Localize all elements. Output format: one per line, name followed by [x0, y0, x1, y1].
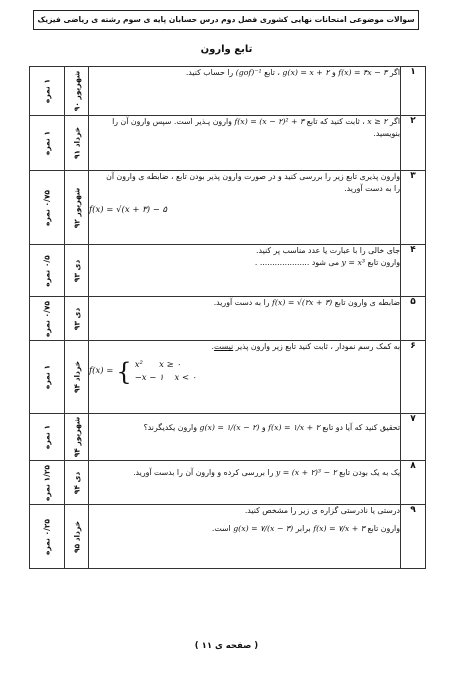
question-row	[30, 116, 426, 171]
question-body: وارون پذیری تابع زیر را بررسی کنید و در صورت وارون پذیر بودن تابع ، ضابطه ی وارون آن را به دست آورید. f(x) = √(x + ۳) − ۵	[89, 171, 401, 245]
score: ۱ نمره	[30, 116, 65, 171]
question-body: به کمک رسم نمودار ، ثابت کنید تابع زیر وارون پذیر نیست. f(x) = { x² x ≥ ۰ −x − ۱ x < ۰	[89, 341, 401, 414]
question-number: ۶	[401, 341, 426, 414]
question-row	[30, 245, 426, 297]
score: ۰/۵ نمره	[30, 245, 65, 297]
exam-date: شهریور ۹۰	[65, 67, 89, 116]
exam-date: دی ۹۴	[65, 461, 89, 505]
score: ۰/۲۵ نمره	[30, 505, 65, 569]
question-number: ۱	[401, 67, 426, 116]
exam-date: خرداد ۹۱	[65, 116, 89, 171]
question-row	[30, 414, 426, 461]
score: ۰/۷۵ نمره	[30, 297, 65, 341]
question-body: اگر x ≥ ۲ ، ثابت کنید که تابع f(x) = (x − ۲)² + ۳ وارون پـذیر است. سپس وارون آن را بنویسید.	[89, 116, 401, 171]
score: ۰/۷۵ نمره	[30, 171, 65, 245]
score: ۱ نمره	[30, 414, 65, 461]
exam-date: خرداد ۹۵	[65, 505, 89, 569]
question-body: درستی یا نادرستی گزاره ی زیر را مشخص کنید. وارون تابع f(x) = ۷/x + ۳ برابر g(x) = ۷/(x − ۳) است.	[89, 505, 401, 569]
exam-date: دی ۹۳	[65, 297, 89, 341]
exam-date: دی ۹۳	[65, 245, 89, 297]
question-number: ۸	[401, 461, 426, 505]
question-body: یک به یک بودن تابع y = (x + ۲)³ − ۲ را بررسی کرده و وارون آن را بدست آورید.	[89, 461, 401, 505]
question-number: ۲	[401, 116, 426, 171]
score: ۱ نمره	[30, 341, 65, 414]
question-body: تحقیق کنید که آیا دو تابع f(x) = ۱/x + ۲ و g(x) = ۱/(x − ۲) وارون یکدیگرند؟	[89, 414, 401, 461]
exam-date: شهریور ۹۲	[65, 171, 89, 245]
exam-date: شهریور ۹۴	[65, 414, 89, 461]
section-title: تابع وارون	[200, 44, 253, 55]
question-number: ۹	[401, 505, 426, 569]
question-row	[30, 461, 426, 505]
page-number: ( صفحه ی ۱۱ )	[194, 641, 259, 651]
question-number: ۳	[401, 171, 426, 245]
piecewise-function: f(x) = { x² x ≥ ۰ −x − ۱ x < ۰	[89, 357, 197, 386]
question-body: ضابطه ی وارون تابع f(x) = √(۲x + ۳) را به دست آورید.	[89, 297, 401, 341]
question-body: اگر f(x) = ۴x − ۳ و g(x) = x + ۲ ، تابع (gof)⁻¹ را حساب کنید.	[89, 67, 401, 116]
question-number: ۵	[401, 297, 426, 341]
question-row	[30, 67, 426, 116]
page-header: سوالات موضوعی امتحانات نهایی کشوری فصل دوم درس حسابان پایه ی سوم رشته ی ریاضی فیزیک	[33, 10, 419, 30]
question-body: جای خالی را با عبارت یا عدد مناسب پر کنید. وارون تابع y = x³ می شود .................... .	[89, 245, 401, 297]
score: ۱/۲۵ نمره	[30, 461, 65, 505]
score: ۱ نمره	[30, 67, 65, 116]
question-row	[30, 505, 426, 569]
questions-table	[29, 66, 426, 569]
question-number: ۷	[401, 414, 426, 461]
question-row	[30, 297, 426, 341]
question-number: ۴	[401, 245, 426, 297]
exam-date: خرداد ۹۴	[65, 341, 89, 414]
question-row	[30, 341, 426, 414]
question-row	[30, 171, 426, 245]
